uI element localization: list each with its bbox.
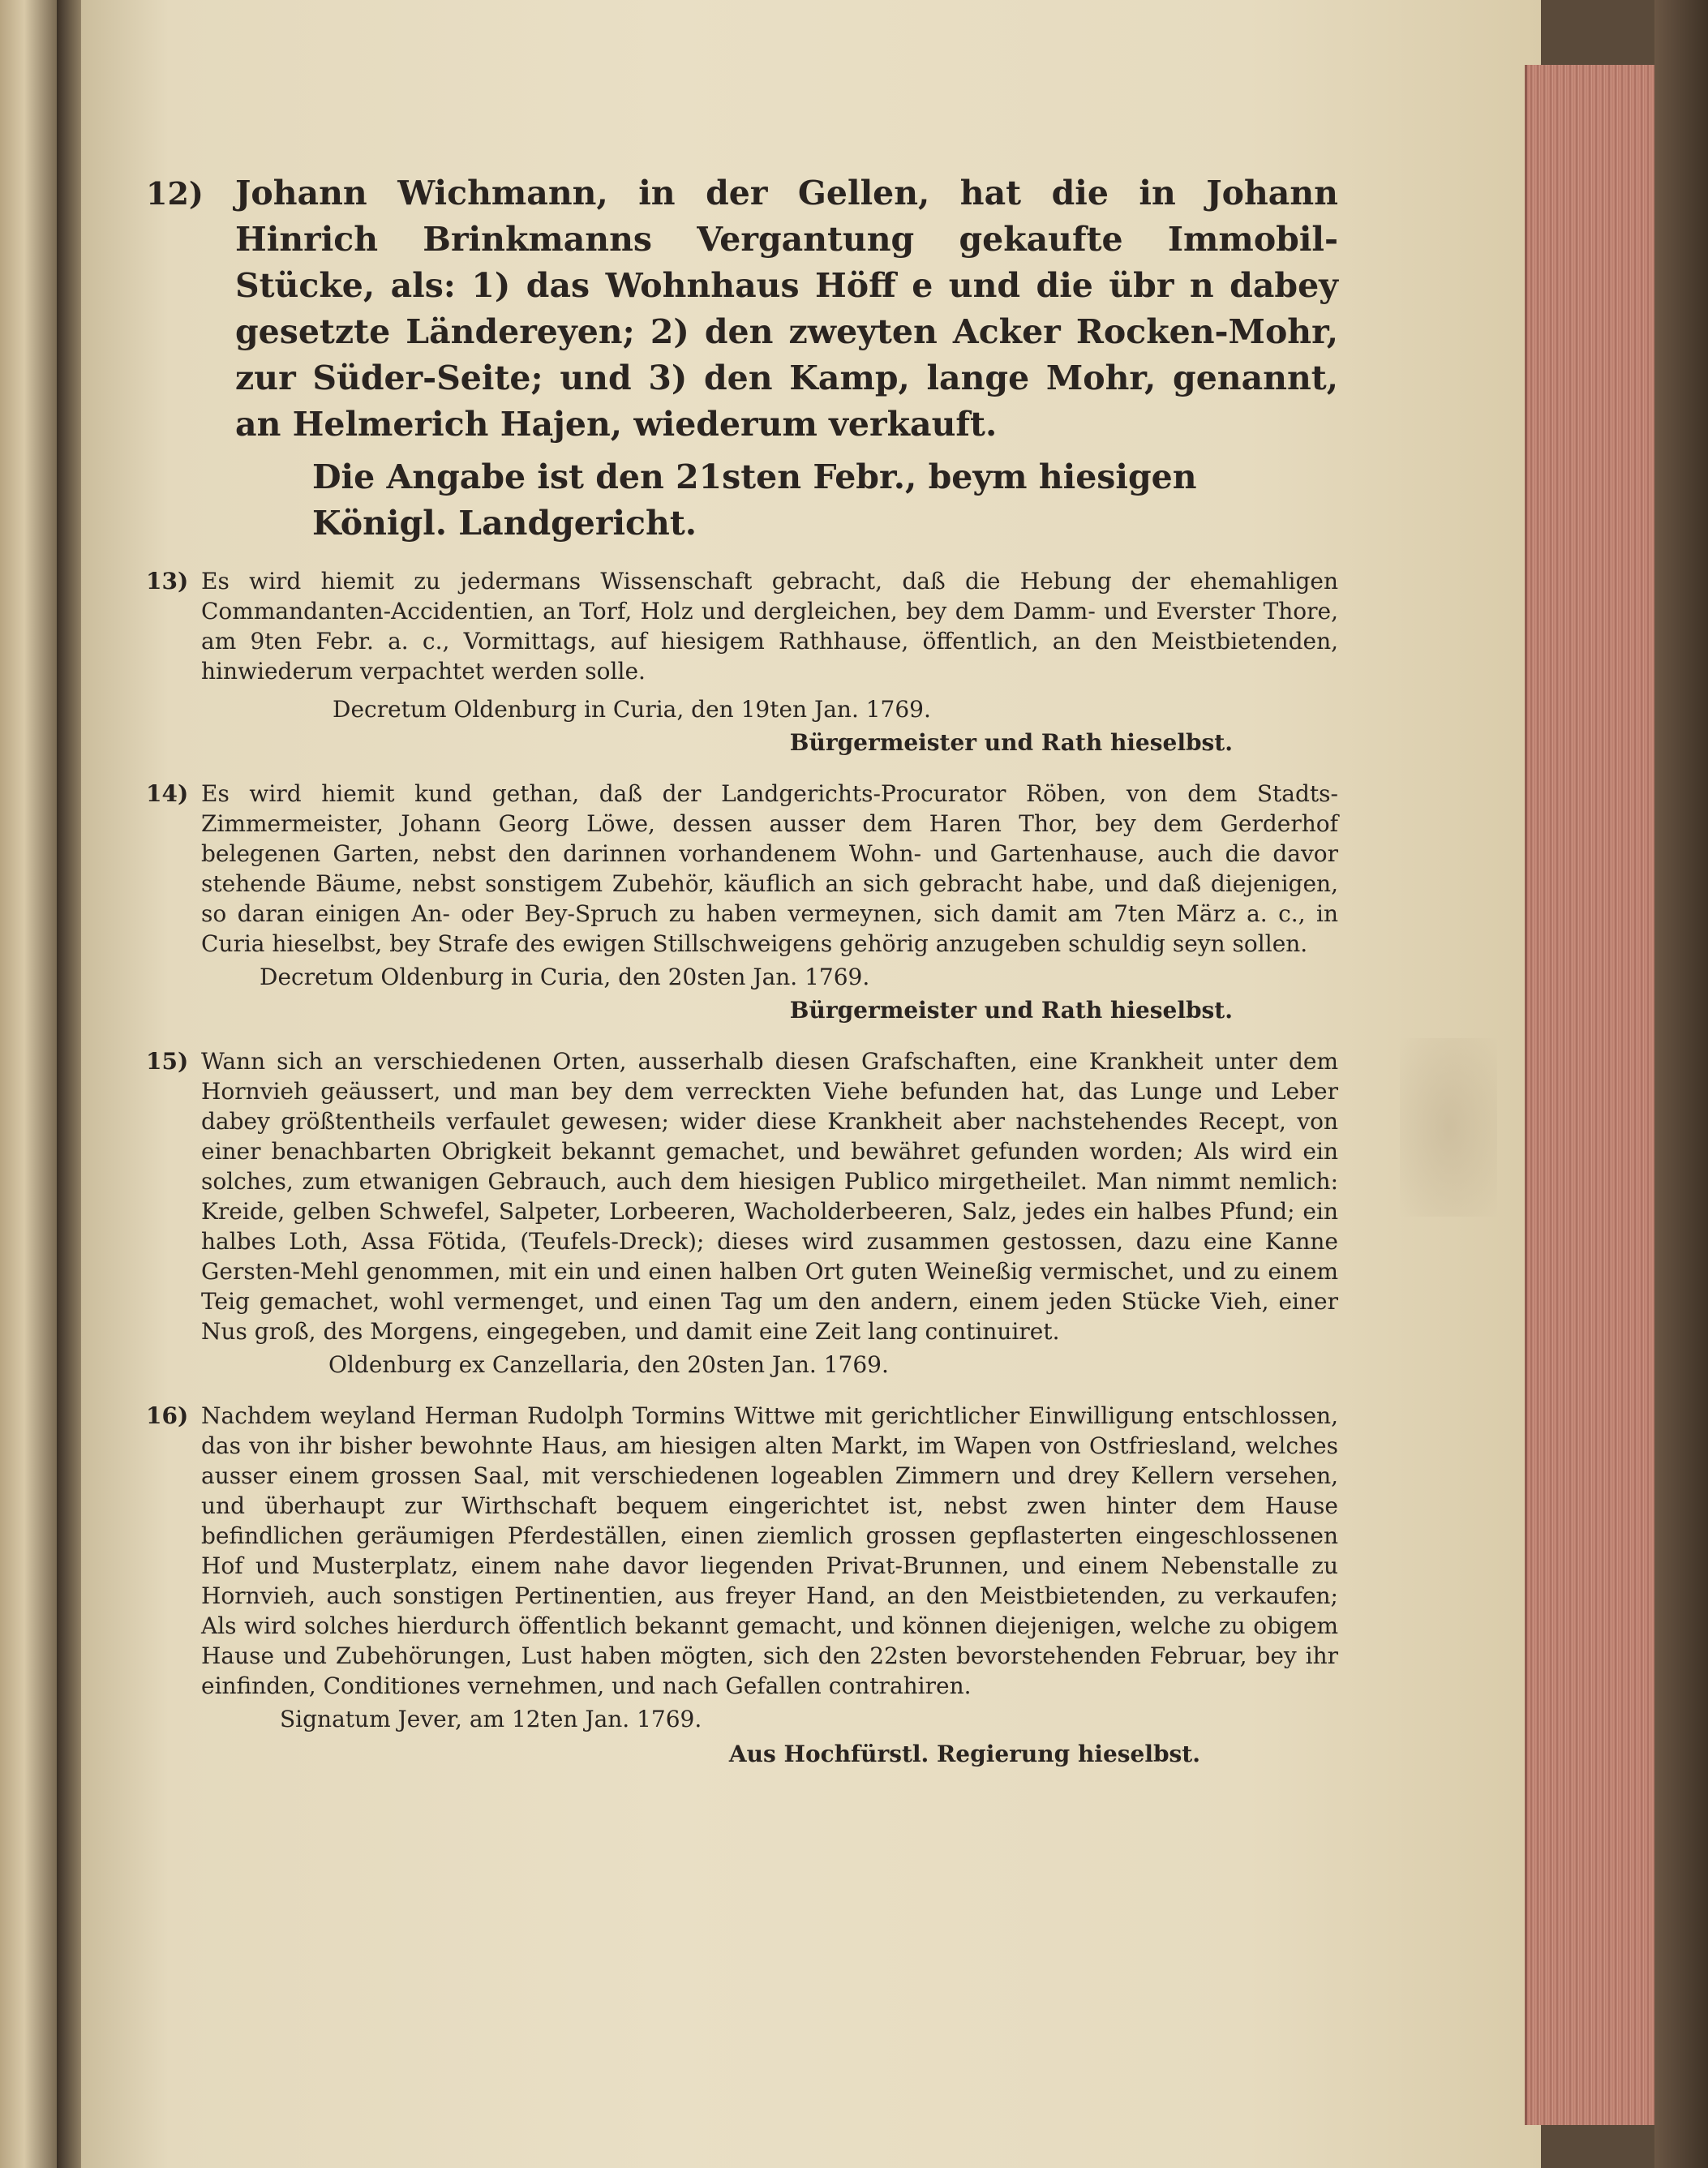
- notice-14: [146, 779, 1338, 1025]
- notice-number: 13): [146, 568, 189, 595]
- paper-stain: [1400, 1038, 1497, 1217]
- notice-13: [146, 566, 1338, 758]
- notice-decree: Decretum Oldenburg in Curia, den 19ten Jan. 1769.: [333, 696, 931, 723]
- notice-number: 15): [146, 1048, 189, 1075]
- notice-text: Nachdem weyland Herman Rudolph Tormins Wittwe mit gerichtlicher Einwilligung entschlossen, das von ihr bisher bewohnte Haus, am hiesigen alten Markt, im Wapen von Ostfriesland, welches ausser einem grossen Saal, mit verschiedenen logeablen Zimmern und drey Kellern versehen, und überhaupt zur Wirthschaft bequem eingerichtet ist, nebst zwen hinter dem Hause befindlichen geräumigen Pferdeställen, einen ziemlich grossen gepflasterten eingeschlossenen Hof und Musterplatz, einem nahe davor liegenden Privat-Brunnen, und einem Nebenstalle zu Hornvieh, auch sonstigen Pertinentien, aus freyer Hand, an den Meistbietenden, zu verkaufen; Als wird solches hierdurch öffentlich bekannt gemacht, und können diejenigen, welche zu obigem Hause und Zubehörungen, Lust haben mögten, sich den 22sten bevorstehenden Februar, bey ihr einfinden, Conditiones vernehmen, und nach Gefallen contrahiren.: [201, 1402, 1338, 1699]
- notice-signature: Bürgermeister und Rath hieselbst.: [789, 729, 1233, 756]
- notice-text: Es wird hiemit kund gethan, daß der Landgerichts-Procurator Röben, von dem Stadts-Zimmermeister, Johann Georg Löwe, dessen ausser dem Haren Thor, bey dem Gerderhof belegenen Garten, nebst den darinnen vorhandenem Wohn- und Gartenhause, auch die davor stehende Bäume, nebst sonstigem Zubehör, käuflich an sich gebracht habe, und daß diejenigen, so daran einigen An- oder Bey-Spruch zu haben vermeynen, sich damit am 7ten März a. c., in Curia hieselbst, bey Strafe des ewigen Stillschweigens gehörig anzugeben schuldig seyn sollen.: [201, 780, 1338, 957]
- notice-12: [146, 170, 1338, 547]
- notice-number: 14): [146, 780, 189, 807]
- page-text: [146, 170, 1338, 1790]
- notice-text: Es wird hiemit zu jedermans Wissenschaft gebracht, daß die Hebung der ehemahligen Commandanten-Accidentien, an Torf, Holz und dergleichen, bey dem Damm- und Everster Thore, am 9ten Febr. a. c., Vormittags, auf hiesigem Rathhause, öffentlich, an den Meistbietenden, hinwiederum verpachtet werden solle.: [201, 568, 1338, 685]
- notice-decree: Signatum Jever, am 12ten Jan. 1769.: [280, 1706, 702, 1732]
- notice-15: [146, 1046, 1338, 1380]
- notice-text: Wann sich an verschiedenen Orten, ausserhalb diesen Grafschaften, eine Krankheit unter dem Hornvieh geäussert, und man bey dem verreckten Viehe befunden hat, das Lunge und Leber dabey größtentheils verfaulet gewesen; wider diese Krankheit aber nachstehendes Recept, von einer benachbarten Obrigkeit bekannt gemachet, und bewähret gefunden worden; Als wird ein solches, zum etwanigen Gebrauch, auch dem hiesigen Publico mirgetheilet. Man nimmt nemlich: Kreide, gelben Schwefel, Salpeter, Lorbeeren, Wacholderbeeren, Salz, jedes ein halbes Pfund; ein halbes Loth, Assa Fötida, (Teufels-Dreck); dieses wird zusammen gestossen, dazu eine Kanne Gersten-Mehl genommen, mit ein und einen halben Ort guten Weineßig vermischet, und zu einem Teig gemachet, wohl vermenget, und einen Tag um den andern, einem jeden Stücke Vieh, einer Nus groß, des Morgens, eingegeben, und damit eine Zeit lang continuiret.: [201, 1048, 1338, 1345]
- notice-decree: Oldenburg ex Canzellaria, den 20sten Jan. 1769.: [328, 1351, 889, 1378]
- notice-number: 12): [146, 175, 204, 212]
- notice-signature: Aus Hochfürstl. Regierung hieselbst.: [728, 1741, 1200, 1767]
- notice-decree: Decretum Oldenburg in Curia, den 20sten Jan. 1769.: [260, 964, 870, 990]
- page-stack-edge: [1525, 65, 1665, 2125]
- notice-signature: Bürgermeister und Rath hieselbst.: [789, 997, 1233, 1024]
- left-page-edge: [0, 0, 61, 2168]
- notice-number: 16): [146, 1402, 189, 1429]
- notice-text: Johann Wichmann, in der Gellen, hat die in Johann Hinrich Brinkmanns Vergantung gekaufte Immobil-Stücke, als: 1) das Wohnhaus Höff e und die übr n dabey gesetzte Ländereyen; 2) den zweyten Acker Rocken-Mohr, zur Süder-Seite; und 3) den Kamp, lange Mohr, genannt, an Helmerich Hajen, wiederum verkauft.: [235, 174, 1338, 444]
- notice-note: Die Angabe ist den 21sten Febr., beym hiesigen Königl. Landgericht.: [312, 457, 1197, 543]
- book-cover-edge: [1654, 0, 1708, 2168]
- notice-16: [146, 1401, 1338, 1769]
